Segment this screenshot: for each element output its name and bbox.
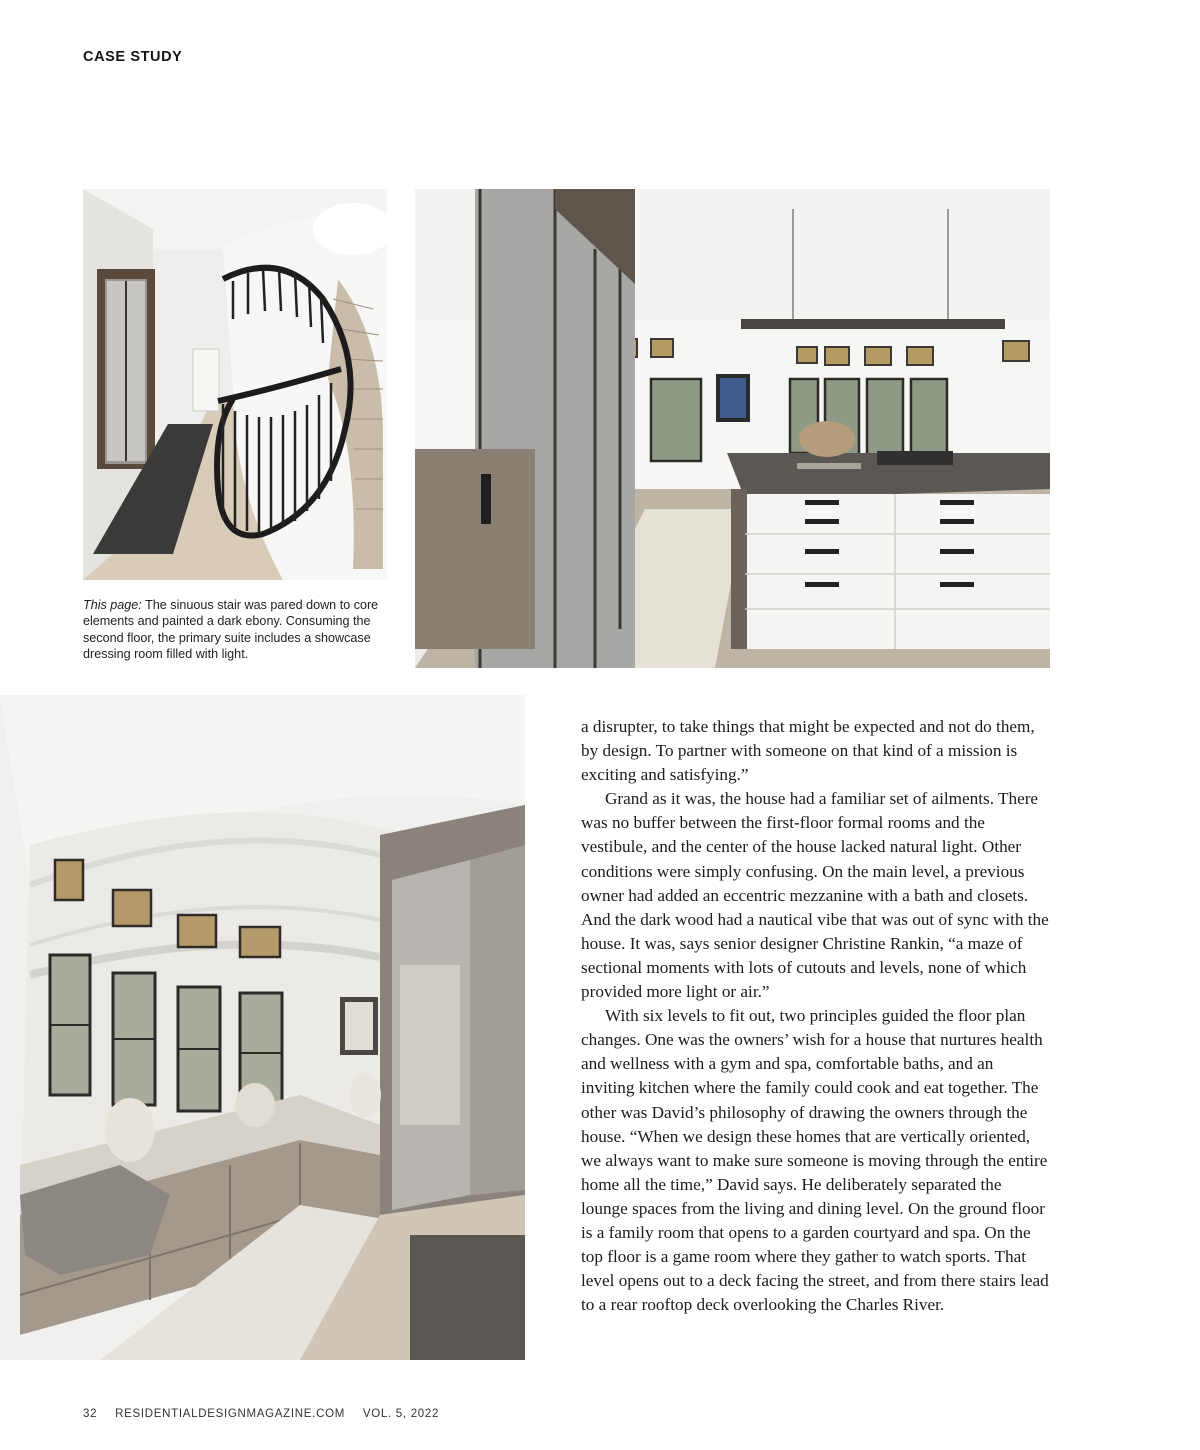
page-number: 32 bbox=[83, 1408, 98, 1420]
website-url: RESIDENTIALDESIGNMAGAZINE.COM bbox=[115, 1408, 345, 1420]
caption-text: The sinuous stair was pared down to core elements and painted a dark ebony. Consuming the second floor, the primary suite includes a showcase dressing room filled with light. bbox=[83, 598, 379, 662]
volume-info: VOL. 5, 2022 bbox=[362, 1408, 440, 1420]
window-seat-photo bbox=[0, 695, 525, 1360]
article-paragraph: Grand as it was, the house had a familiar set of ailments. There was no buffer between the first-floor formal rooms and the vestibule, and the center of the house lacked natural light. Other conditions were simply confusing. On the main level, a previous owner had added an eccentric mezzanine with a bath and closets. And the dark wood had a nautical vibe that was out of sync with the house. It was, says senior designer Christine Rankin, “a maze of sectional moments with lots of cutouts and levels, none of which provided more light or air.” bbox=[581, 789, 1049, 1002]
photo-caption bbox=[83, 597, 393, 663]
article-body bbox=[581, 715, 1051, 1317]
caption-lead: This page: bbox=[83, 598, 142, 612]
stair-photo bbox=[83, 189, 387, 580]
article-paragraph: a disrupter, to take things that might be expected and not do them, by design. To partner with someone on that kind of a mission is exciting and satisfying.” bbox=[581, 717, 1035, 785]
dressing-room-photo bbox=[415, 189, 1050, 668]
article-paragraph: With six levels to fit out, two principles guided the floor plan changes. One was the owners’ wish for a house that nurtures health and wellness with a gym and spa, comfortable baths, and an inviting kitchen where the family could cook and eat together. The other was David’s philosophy of drawing the owners through the house. “When we design these homes that are vertically oriented, we always want to make sure someone is moving through the entire home all the time,” David says. He deliberately separated the lounge spaces from the living and dining level. On the ground floor is a family room that opens to a garden courtyard and spa. On the top floor is a game room where they gather to watch sports. That level opens out to a deck facing the street, and from there stairs lead to a rear rooftop deck overlooking the Charles River. bbox=[581, 1006, 1049, 1315]
page-footer bbox=[83, 1408, 453, 1420]
section-label: CASE STUDY bbox=[83, 49, 183, 65]
